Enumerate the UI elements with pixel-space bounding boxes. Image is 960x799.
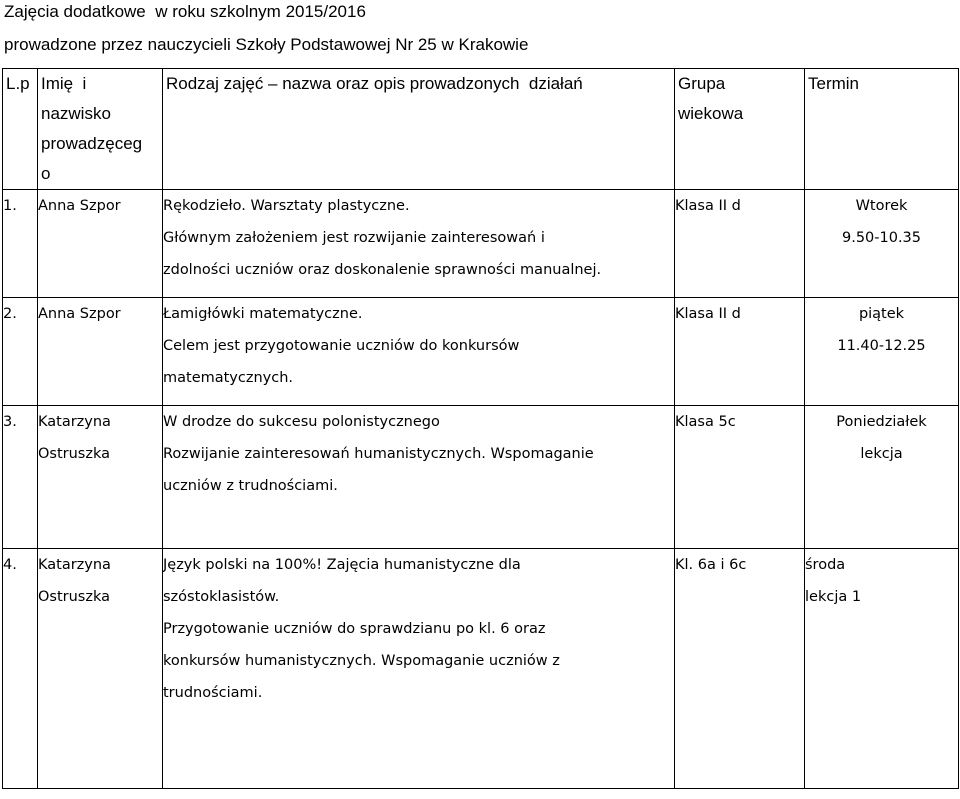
row-term-time: 11.40-12.25 bbox=[837, 338, 926, 354]
table-row bbox=[3, 298, 959, 406]
row-group-value: Klasa 5c bbox=[675, 414, 736, 430]
row-term-day: Poniedziałek bbox=[836, 414, 927, 430]
row-activity bbox=[163, 406, 675, 549]
row-group bbox=[675, 190, 805, 298]
row-group bbox=[675, 298, 805, 406]
header-term bbox=[805, 69, 959, 190]
header-group bbox=[675, 69, 805, 190]
row-teacher-line-2: Ostruszka bbox=[38, 446, 110, 462]
row-activity bbox=[163, 549, 675, 789]
row-term-time: lekcja 1 bbox=[805, 589, 862, 605]
row-lp bbox=[3, 190, 38, 298]
document-title: Zajęcia dodatkowe w roku szkolnym 2015/2016 bbox=[4, 2, 366, 21]
table-row bbox=[3, 190, 959, 298]
header-teacher-line-1: Imię i bbox=[41, 74, 87, 93]
table-row bbox=[3, 549, 959, 789]
activity-line: trudnościami. bbox=[163, 685, 263, 701]
row-group bbox=[675, 549, 805, 789]
header-activity bbox=[163, 69, 675, 190]
row-term-day: Wtorek bbox=[855, 198, 908, 214]
row-teacher bbox=[38, 190, 163, 298]
activity-line: Język polski na 100%! Zajęcia humanistyczne dla bbox=[163, 557, 521, 573]
table-row bbox=[3, 406, 959, 549]
header-group-line-1: Grupa bbox=[678, 74, 726, 93]
activity-line: Głównym założeniem jest rozwijanie zainteresowań i bbox=[163, 230, 545, 246]
row-teacher bbox=[38, 406, 163, 549]
table-header-row bbox=[3, 69, 959, 190]
document-subtitle: prowadzone przez nauczycieli Szkoły Podstawowej Nr 25 w Krakowie bbox=[4, 35, 529, 54]
activity-line: Rękodzieło. Warsztaty plastyczne. bbox=[163, 198, 410, 214]
row-teacher-line-1: Anna Szpor bbox=[38, 198, 121, 214]
row-term bbox=[805, 190, 959, 298]
row-term-day: środa bbox=[805, 557, 846, 573]
row-lp bbox=[3, 549, 38, 789]
header-teacher bbox=[38, 69, 163, 190]
schedule-table bbox=[2, 68, 959, 789]
row-teacher-line-1: Katarzyna bbox=[38, 414, 111, 430]
activity-line: szóstoklasistów. bbox=[163, 589, 280, 605]
activity-line: Celem jest przygotowanie uczniów do konkursów bbox=[163, 338, 520, 354]
header-lp-label: L.p bbox=[6, 74, 30, 93]
header-lp bbox=[3, 69, 38, 190]
row-lp bbox=[3, 406, 38, 549]
row-lp bbox=[3, 298, 38, 406]
row-group-value: Klasa II d bbox=[675, 306, 741, 322]
row-teacher-line-2: Ostruszka bbox=[38, 589, 110, 605]
row-lp-value: 4. bbox=[3, 557, 17, 573]
row-term-day: piątek bbox=[858, 306, 905, 322]
row-lp-value: 3. bbox=[3, 414, 17, 430]
row-teacher-line-1: Anna Szpor bbox=[38, 306, 121, 322]
row-activity bbox=[163, 298, 675, 406]
activity-line: zdolności uczniów oraz doskonalenie sprawności manualnej. bbox=[163, 262, 602, 278]
row-term bbox=[805, 298, 959, 406]
activity-line: uczniów z trudnościami. bbox=[163, 478, 338, 494]
row-term-time: 9.50-10.35 bbox=[841, 230, 922, 246]
header-teacher-line-2: nazwisko bbox=[41, 104, 111, 123]
activity-line: konkursów humanistycznych. Wspomaganie uczniów z bbox=[163, 653, 560, 669]
row-term bbox=[805, 406, 959, 549]
row-activity bbox=[163, 190, 675, 298]
row-group-value: Klasa II d bbox=[675, 198, 741, 214]
row-group-value: Kl. 6a i 6c bbox=[675, 557, 747, 573]
row-teacher bbox=[38, 549, 163, 789]
row-teacher-line-1: Katarzyna bbox=[38, 557, 111, 573]
activity-line: W drodze do sukcesu polonistycznego bbox=[163, 414, 440, 430]
header-teacher-line-3: prowadzęceg bbox=[41, 134, 143, 153]
row-term-time: lekcja bbox=[860, 446, 903, 462]
header-activity-label: Rodzaj zajęć – nazwa oraz opis prowadzonych działań bbox=[166, 74, 583, 93]
row-group bbox=[675, 406, 805, 549]
row-term bbox=[805, 549, 959, 789]
activity-line: matematycznych. bbox=[163, 370, 294, 386]
header-teacher-line-4: o bbox=[41, 164, 51, 183]
activity-line: Rozwijanie zainteresowań humanistycznych. Wspomaganie bbox=[163, 446, 594, 462]
row-lp-value: 2. bbox=[3, 306, 17, 322]
header-term-label: Termin bbox=[808, 74, 860, 93]
activity-line: Przygotowanie uczniów do sprawdzianu po kl. 6 oraz bbox=[163, 621, 546, 637]
row-lp-value: 1. bbox=[3, 198, 17, 214]
activity-line: Łamigłówki matematyczne. bbox=[163, 306, 363, 322]
header-group-line-2: wiekowa bbox=[678, 104, 744, 123]
row-teacher bbox=[38, 298, 163, 406]
